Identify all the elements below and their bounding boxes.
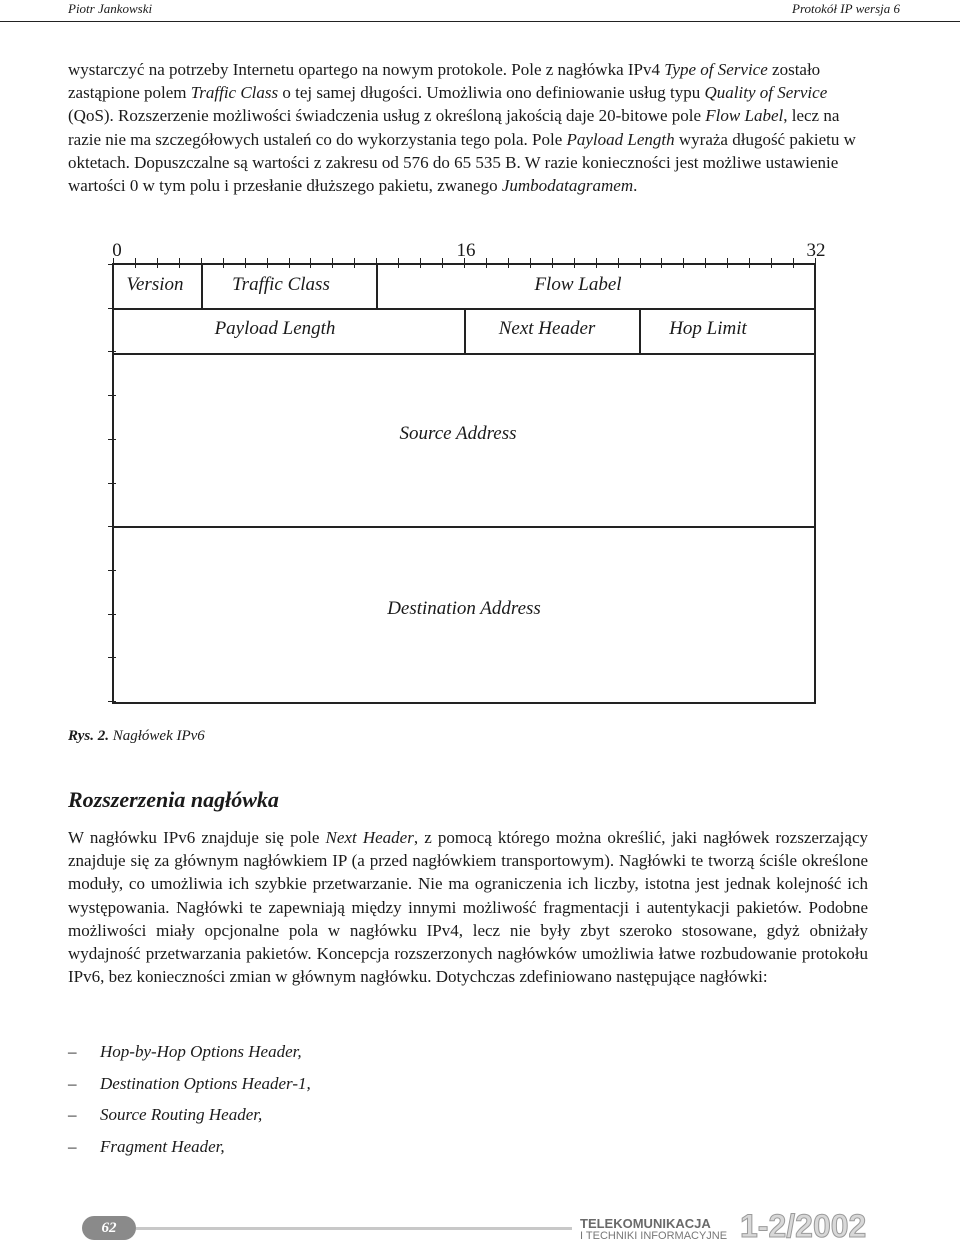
intro-paragraph: wystarczyć na potrzeby Internetu opartego na nowym protokole. Pole z nagłówka IPv4 Type of Service zostało zastąpione polem Traffic Class o tej samej długości. Umożliwia ono definiowanie usług typu Quality of Service (QoS). Rozszerzenie możliwości świadczenia usług z określoną jakością daje 20-bitowe pole Flow Label, lecz na razie nie ma szczegółowych ustaleń co do wykorzystania tego pola. Pole Payload Length wyraża długość pakietu w oktetach. Dopuszczalne są wartości z zakresu od 576 do 65 535 B. W razie konieczności jest możliwe ustawienie wartości 0 w tym polu i przesłanie dłuższego pakietu, zwanego Jumbodatagramem. — [68, 60, 856, 196]
section-title: Rozszerzenia nagłówka — [68, 787, 279, 812]
bit-label-0: 0 — [112, 240, 122, 261]
figure-caption — [68, 728, 205, 745]
list-item: – Destination Options Header-1, — [68, 1073, 311, 1093]
caption-number: Rys. 2. — [68, 728, 109, 744]
list-item: – Hop-by-Hop Options Header, — [68, 1042, 302, 1061]
field-divider — [464, 308, 466, 354]
header-rule — [0, 21, 960, 22]
field-source-address: Source Address — [399, 423, 517, 444]
field-traffic-class: Traffic Class — [232, 274, 330, 295]
bit-label-32: 32 — [806, 240, 826, 261]
list-item: – Source Routing Header, — [68, 1105, 263, 1125]
bit-label-16: 16 — [456, 240, 476, 261]
field-divider — [201, 263, 203, 309]
field-destination-address: Destination Address — [387, 598, 541, 619]
page-footer — [0, 1205, 960, 1248]
caption-text: Nagłówek IPv6 — [112, 728, 205, 744]
section-paragraph: W nagłówku IPv6 znajduje się pole Next Header, z pomocą którego można określić, jaki nagłówek rozszerzający znajduje się za głównym nagłówkiem IP (a przed nagłówkiem transportowym). Nagłówki te tworzą ściśle określone moduły, co umożliwia ich szybkie przetwarzanie. Nie ma ograniczenia ich liczby, istotna jest jednak kolejność ich występowania. Nagłówki te zapewniają między innymi możliwość fragmentacji i autentykacji pakietów. Podobne możliwości miały opcjonalne pola w nagłówku IPv4, lecz nie były zbyt szeroko stosowane, gdyż obniżały wydajność przetwarzania pakietów. Koncepcja rozszerzonych nagłówków umożliwia łatwe rozbudowanie protokołu IPv6, bez konieczności zmian w głównym nagłówku. Dotychczas zdefiniowano następujące nagłówki: — [68, 828, 868, 987]
author-name: Piotr Jankowski — [68, 1, 153, 16]
field-divider — [639, 308, 641, 354]
row-divider — [112, 526, 816, 528]
field-payload-length: Payload Length — [214, 318, 336, 339]
field-hop-limit: Hop Limit — [669, 318, 747, 339]
journal-name: TELEKOMUNIKACJA I TECHNIKI INFORMACYJNE — [580, 1216, 728, 1242]
field-version: Version — [126, 274, 184, 295]
field-divider — [376, 263, 378, 309]
footer-rule — [136, 1227, 572, 1230]
article-title: Protokół IP wersja 6 — [792, 1, 900, 16]
page-number: 62 — [82, 1216, 136, 1240]
issue-number: 1-2/2002 — [740, 1208, 867, 1244]
extension-header-list — [68, 1040, 311, 1166]
field-flow-label: Flow Label — [534, 274, 622, 295]
list-item: – Fragment Header, — [68, 1136, 225, 1156]
running-header — [0, 0, 960, 22]
field-next-header: Next Header — [498, 318, 596, 339]
